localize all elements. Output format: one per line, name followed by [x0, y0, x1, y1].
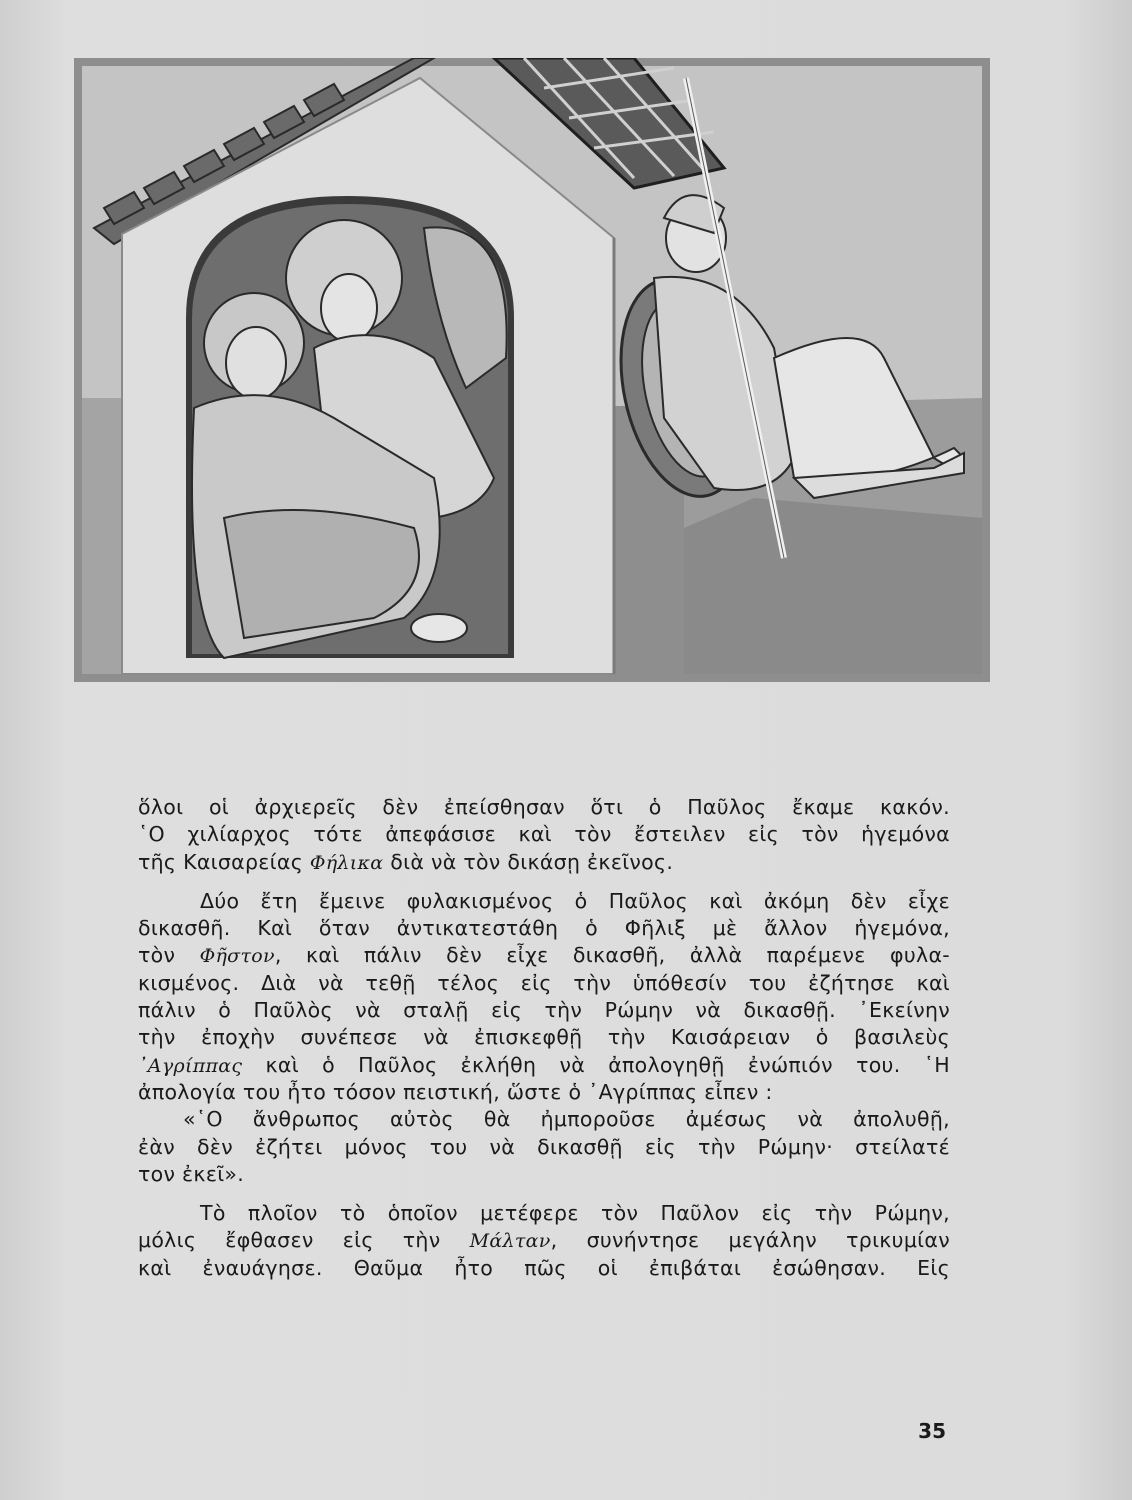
text-segment: τῆς Καισαρείας — [138, 849, 310, 874]
text-line: «῾Ο ἄνθρωπος αὐτὸς θὰ ἠμποροῦσε ἀμέσως νὰ ἀπολυθῇ, — [183, 1107, 950, 1132]
text-line: τον ἐκεῖ». — [138, 1161, 245, 1186]
text-line: ἀπολογία του ἦτο τόσον πειστική, ὥστε ὁ ᾿Αγρίππας εἶπεν : — [138, 1079, 773, 1104]
italic-name: Μάλταν — [469, 1230, 551, 1253]
paragraph-1 — [138, 794, 950, 876]
italic-name: ᾿Αγρίππας — [138, 1054, 243, 1077]
text-line: καὶ ἐναυάγησε. Θαῦμα ἦτο πῶς οἱ ἐπιβάται ἐσώθησαν. Εἰς — [138, 1255, 950, 1280]
text-line: Τὸ πλοῖον τὸ ὁποῖον μετέφερε τὸν Παῦλον εἰς τὴν Ρώμην, — [200, 1201, 950, 1226]
text-line — [138, 942, 950, 969]
illustration-icon — [74, 58, 990, 682]
body-text — [138, 794, 950, 1282]
paragraph-3-quote — [138, 1106, 950, 1188]
text-line: ἐὰν δὲν ἐζήτει μόνος του νὰ δικασθῇ εἰς τὴν Ρώμην· στείλατέ — [138, 1134, 950, 1159]
text-segment: καὶ ὁ Παῦλος ἐκλήθη νὰ ἀπολογηθῇ ἐνώπιόν του. ῾Η — [242, 1052, 950, 1077]
text-line: δικασθῆ. Καὶ ὅταν ἀντικατεστάθη ὁ Φῆλιξ μὲ ἄλλον ἡγεμόνα, — [138, 916, 950, 941]
page-number: 35 — [918, 1419, 946, 1443]
text-segment: μόλις ἔφθασεν εἰς τὴν — [138, 1228, 470, 1253]
text-line: ὅλοι οἱ ἀρχιερεῖς δὲν ἐπείσθησαν ὅτι ὁ Παῦλος ἔκαμε κακόν. — [138, 795, 950, 819]
illustration-paul-in-prison — [74, 58, 990, 682]
text-segment: τὸν — [138, 943, 200, 968]
paragraph-4 — [138, 1200, 950, 1282]
text-line: ῾Ο χιλίαρχος τότε ἀπεφάσισε καὶ τὸν ἔστειλεν εἰς τὸν ἡγεμόνα — [138, 822, 950, 847]
text-line — [138, 849, 950, 876]
italic-name: Φήλικα — [309, 851, 384, 874]
text-segment: διὰ νὰ τὸν δικάσῃ ἐκεῖνος. — [383, 849, 674, 874]
text-line: πάλιν ὁ Παῦλὸς νὰ σταλῇ εἰς τὴν Ρώμην νὰ δικασθῇ. ᾿Εκείνην — [138, 998, 950, 1023]
text-line — [138, 1227, 950, 1254]
italic-name: Φῆστον — [199, 945, 275, 968]
text-segment: , συνήντησε μεγάλην τρικυμίαν — [550, 1228, 950, 1253]
text-line: τὴν ἐποχὴν συνέπεσε νὰ ἐπισκεφθῇ τὴν Καισάρειαν ὁ βασιλεὺς — [138, 1025, 950, 1050]
paragraph-2 — [138, 888, 950, 1106]
text-line — [138, 1052, 950, 1079]
text-segment: , καὶ πάλιν δὲν εἶχε δικασθῆ, ἀλλὰ παρέμενε φυλα- — [274, 943, 950, 968]
text-line: κισμένος. Διὰ νὰ τεθῇ τέλος εἰς τὴν ὑπόθεσίν του ἐζήτησε καὶ — [138, 970, 950, 995]
text-line: Δύο ἔτη ἔμεινε φυλακισμένος ὁ Παῦλος καὶ ἀκόμη δὲν εἶχε — [200, 888, 950, 913]
